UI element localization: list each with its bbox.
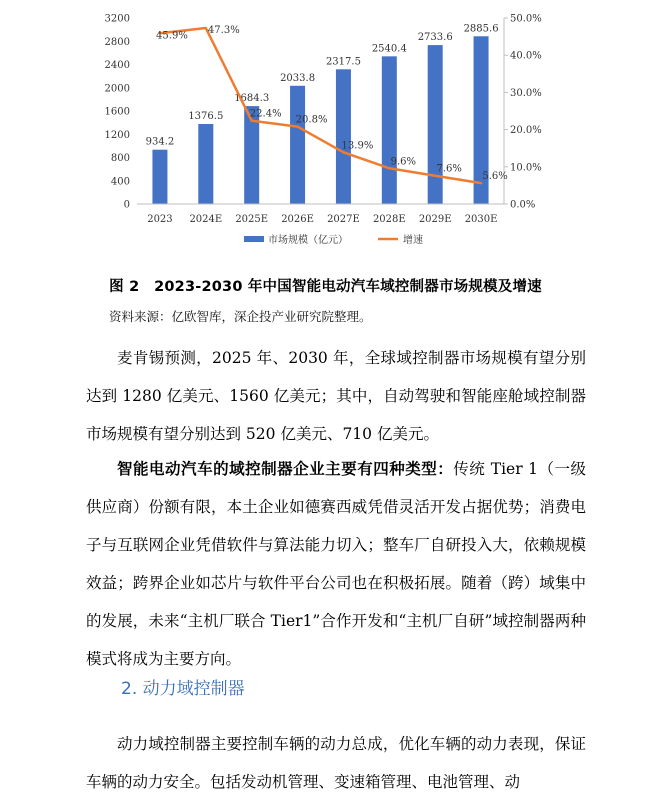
right-tick-label: 0.0%	[510, 199, 536, 211]
right-axis	[504, 14, 542, 211]
paragraph-mckinsey: 麦肯锡预测，2025 年、2030 年，全球域控制器市场规模有望分别达到 1280 亿美元、1560 亿美元；其中，自动驾驶和智能座舱域控制器市场规模有望分别达到 520 亿美元、710 亿美元。	[86, 349, 586, 443]
right-tick-label: 50.0%	[510, 13, 542, 25]
left-tick-label: 400	[110, 176, 130, 188]
paragraph-body: 传统 Tier 1（一级供应商）份额有限，本土企业如德赛西威凭借灵活开发占据优势；消费电子与互联网企业凭借软件与算法能力切入；整车厂自研投入大，依赖规模效益；跨界企业如芯片与软件平台公司也在积极拓展。随着（跨）域集中的发展，未来“主机厂联合 Tier1”合作开发和“主机厂自研”域控制器两种模式将成为主要方向。	[86, 460, 586, 668]
x-tick-label: 2025E	[235, 214, 269, 225]
left-tick-label: 2400	[104, 60, 130, 71]
growth-value-label: 47.3%	[207, 25, 240, 37]
legend-label-bar: 市场规模（亿元）	[268, 235, 348, 246]
legend-label-line: 增速	[403, 235, 423, 246]
growth-point	[342, 151, 344, 153]
section-heading: 2. 动力域控制器	[121, 679, 245, 699]
growth-point	[296, 125, 298, 127]
growth-point	[250, 119, 252, 121]
right-tick-label: 20.0%	[510, 125, 542, 137]
left-tick-label: 3200	[104, 13, 130, 25]
left-tick-label: 0	[123, 199, 130, 211]
x-tick-label: 2028E	[372, 214, 406, 225]
paragraph-power-domain: 动力域控制器主要控制车辆的动力总成，优化车辆的动力表现，保证车辆的动力安全。包括发动机管理、变速箱管理、电池管理、动	[86, 735, 586, 791]
left-tick-label: 2800	[104, 36, 130, 48]
bar	[152, 150, 167, 204]
growth-point	[480, 182, 482, 184]
bar	[382, 56, 397, 204]
bar-value-label: 2540.4	[371, 43, 407, 55]
bar-value-label: 2885.6	[463, 23, 499, 35]
left-tick-label: 800	[110, 153, 130, 164]
growth-value-label: 20.8%	[295, 114, 328, 126]
growth-value-label: 22.4%	[249, 108, 282, 120]
left-tick-label: 1200	[104, 129, 130, 141]
paragraph-lead: 智能电动汽车的域控制器企业主要有四种类型：	[117, 460, 454, 478]
growth-value-label: 13.9%	[341, 140, 374, 152]
left-tick-label: 2000	[104, 83, 130, 95]
legend-swatch-bar	[244, 236, 264, 242]
left-axis	[105, 14, 130, 211]
growth-value-label: 9.6%	[390, 156, 417, 168]
growth-point	[434, 175, 436, 177]
x-tick-label: 2023	[147, 214, 173, 225]
bar-value-label: 2033.8	[280, 72, 316, 84]
bar-value-label: 934.2	[145, 136, 175, 148]
right-tick-label: 30.0%	[510, 87, 542, 99]
right-tick-label: 10.0%	[510, 162, 542, 174]
bar-value-label: 2317.5	[325, 56, 361, 68]
x-tick-label: 2027E	[327, 214, 360, 225]
growth-value-label: 5.6%	[482, 171, 508, 183]
growth-value-label: 7.6%	[436, 163, 462, 175]
market-size-chart	[0, 0, 651, 265]
bar-value-label: 1684.3	[234, 93, 270, 105]
x-tick-label: 2026E	[281, 214, 314, 225]
bar-value-label: 1376.5	[188, 110, 224, 122]
x-tick-label: 2029E	[418, 214, 452, 225]
growth-point	[388, 167, 390, 169]
chart-legend	[244, 233, 423, 246]
paragraph-company-types	[86, 450, 586, 678]
growth-point	[205, 27, 207, 29]
x-tick-label: 2024E	[189, 214, 223, 225]
bar-value-label: 2733.6	[417, 32, 453, 44]
growth-value-label: 45.9%	[156, 30, 188, 42]
right-tick-label: 40.0%	[510, 50, 542, 62]
left-tick-label: 1600	[104, 106, 130, 118]
bar	[290, 86, 305, 204]
bar	[428, 45, 443, 204]
x-tick-label: 2030E	[464, 214, 498, 225]
bar	[336, 69, 351, 204]
figure-source: 资料来源：亿欧智库，深企投产业研究院整理。	[109, 309, 372, 324]
figure-caption: 图 2 2023-2030 年中国智能电动汽车域控制器市场规模及增速	[109, 279, 542, 295]
bar	[198, 124, 213, 204]
x-axis	[137, 204, 504, 225]
